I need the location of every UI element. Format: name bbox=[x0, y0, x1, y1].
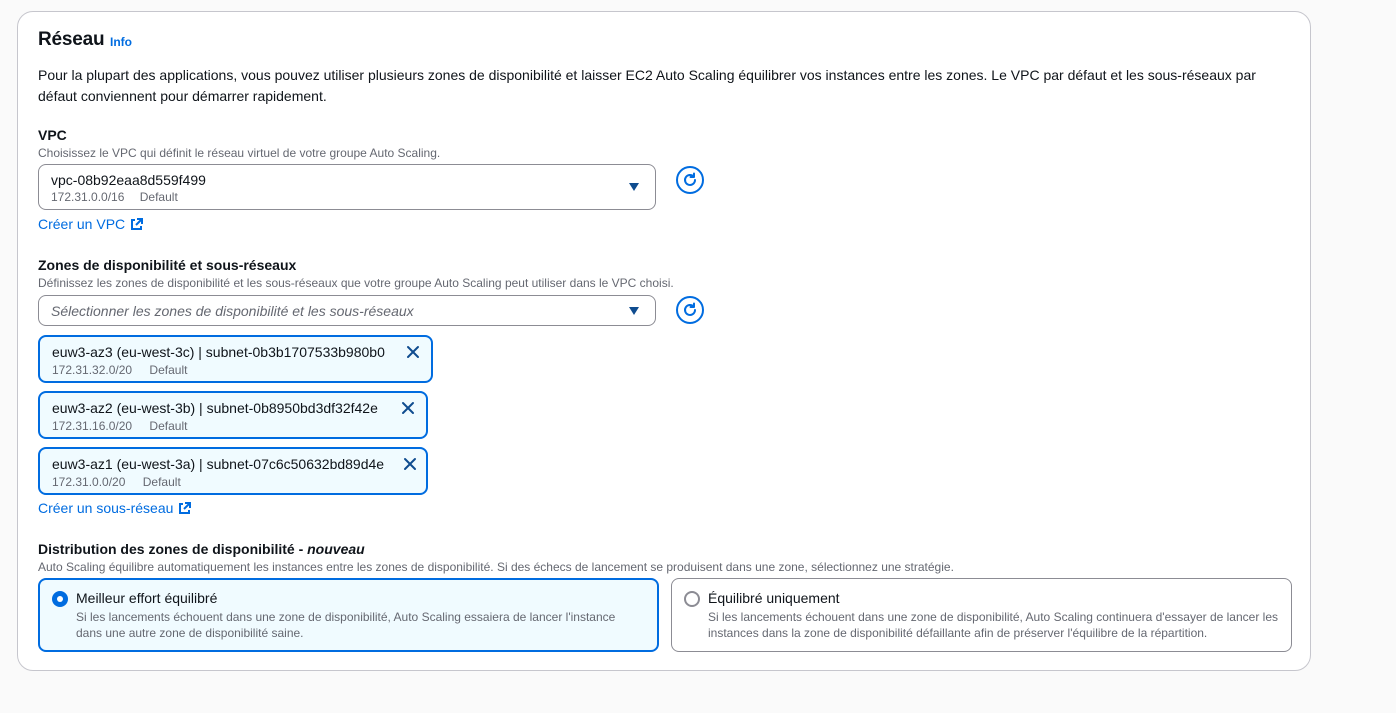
subnet-token-cidr: 172.31.16.0/20 bbox=[52, 419, 133, 433]
subnet-token-title: euw3-az1 (eu-west-3a) | subnet-07c6c50632bd89d4e bbox=[52, 456, 385, 472]
subnets-select[interactable] bbox=[38, 295, 656, 326]
vpc-selected-id: vpc-08b92eaa8d559f499 bbox=[51, 172, 206, 188]
create-subnet-label: Créer un sous-réseau bbox=[38, 500, 174, 516]
subnet-token-title: euw3-az3 (eu-west-3c) | subnet-0b3b1707533b980b0 bbox=[52, 344, 385, 360]
external-link-icon bbox=[130, 218, 143, 231]
subnet-token-cidr: 172.31.32.0/20 bbox=[52, 363, 133, 377]
subnet-token-title: euw3-az2 (eu-west-3b) | subnet-0b8950bd3df32f42e bbox=[52, 400, 378, 416]
vpc-label: VPC bbox=[38, 127, 67, 143]
vpc-tag: Default bbox=[139, 190, 178, 204]
external-link-icon bbox=[178, 502, 191, 515]
vpc-cidr: 172.31.0.0/16 bbox=[51, 190, 125, 204]
vpc-refresh-button[interactable] bbox=[676, 166, 704, 194]
subnets-description: Définissez les zones de disponibilité et les sous-réseaux que votre groupe Auto Scaling peut utiliser dans le VPC choisi. bbox=[38, 276, 674, 290]
chevron-down-icon bbox=[629, 183, 639, 191]
option-title: Équilibré uniquement bbox=[708, 590, 840, 606]
option-title: Meilleur effort équilibré bbox=[76, 590, 218, 606]
distribution-label bbox=[38, 541, 365, 557]
vpc-description: Choisissez le VPC qui définit le réseau virtuel de votre groupe Auto Scaling. bbox=[38, 146, 441, 160]
refresh-icon bbox=[681, 171, 699, 189]
subnet-token bbox=[38, 447, 428, 495]
network-panel bbox=[17, 11, 1311, 671]
subnets-label: Zones de disponibilité et sous-réseaux bbox=[38, 257, 297, 273]
subnet-token bbox=[38, 391, 428, 439]
radio-icon[interactable] bbox=[52, 591, 68, 607]
subnet-token bbox=[38, 335, 433, 383]
refresh-icon bbox=[681, 301, 699, 319]
option-description: Si les lancements échouent dans une zone de disponibilité, Auto Scaling continuera d'essayer de lancer les instances dans la zone de disponibilité défaillante afin de préserver l'équilibre de la répartition. bbox=[708, 610, 1278, 640]
subnet-token-meta bbox=[52, 363, 187, 377]
create-subnet-link[interactable] bbox=[38, 500, 191, 516]
close-icon[interactable] bbox=[400, 400, 416, 416]
chevron-down-icon bbox=[629, 307, 639, 315]
subnets-refresh-button[interactable] bbox=[676, 296, 704, 324]
info-link[interactable]: Info bbox=[110, 35, 132, 49]
subnet-token-meta bbox=[52, 419, 187, 433]
distribution-label-text: Distribution des zones de disponibilité - bbox=[38, 541, 308, 557]
subnet-token-tag: Default bbox=[149, 419, 188, 433]
create-vpc-link[interactable] bbox=[38, 216, 143, 232]
subnet-token-meta bbox=[52, 475, 181, 489]
close-icon[interactable] bbox=[405, 344, 421, 360]
distribution-label-new: nouveau bbox=[307, 541, 365, 557]
subnet-token-tag: Default bbox=[149, 363, 188, 377]
radio-icon[interactable] bbox=[684, 591, 700, 607]
subnets-placeholder: Sélectionner les zones de disponibilité et les sous-réseaux bbox=[51, 303, 414, 319]
option-balanced-only[interactable] bbox=[671, 578, 1292, 652]
create-vpc-label: Créer un VPC bbox=[38, 216, 126, 232]
subnet-token-tag: Default bbox=[142, 475, 181, 489]
section-title: Réseau bbox=[38, 29, 105, 50]
option-description: Si les lancements échouent dans une zone de disponibilité, Auto Scaling essaiera de lancer l'instance dans une autre zone de disponibilité saine. bbox=[76, 610, 616, 640]
subnet-token-cidr: 172.31.0.0/20 bbox=[52, 475, 126, 489]
vpc-selected-meta bbox=[51, 190, 178, 204]
vpc-select[interactable] bbox=[38, 164, 656, 210]
option-best-effort[interactable] bbox=[38, 578, 659, 652]
section-description: Pour la plupart des applications, vous pouvez utiliser plusieurs zones de disponibilité et laisser EC2 Auto Scaling équilibrer vos instances entre les zones. Le VPC par défaut et les sous-réseaux par défaut conviennent pour démarrer rapidement. bbox=[38, 67, 1256, 104]
distribution-description: Auto Scaling équilibre automatiquement les instances entre les zones de disponibilité. Si des échecs de lancement se produisent dans une zone, sélectionnez une stratégie. bbox=[38, 560, 954, 574]
close-icon[interactable] bbox=[402, 456, 418, 472]
